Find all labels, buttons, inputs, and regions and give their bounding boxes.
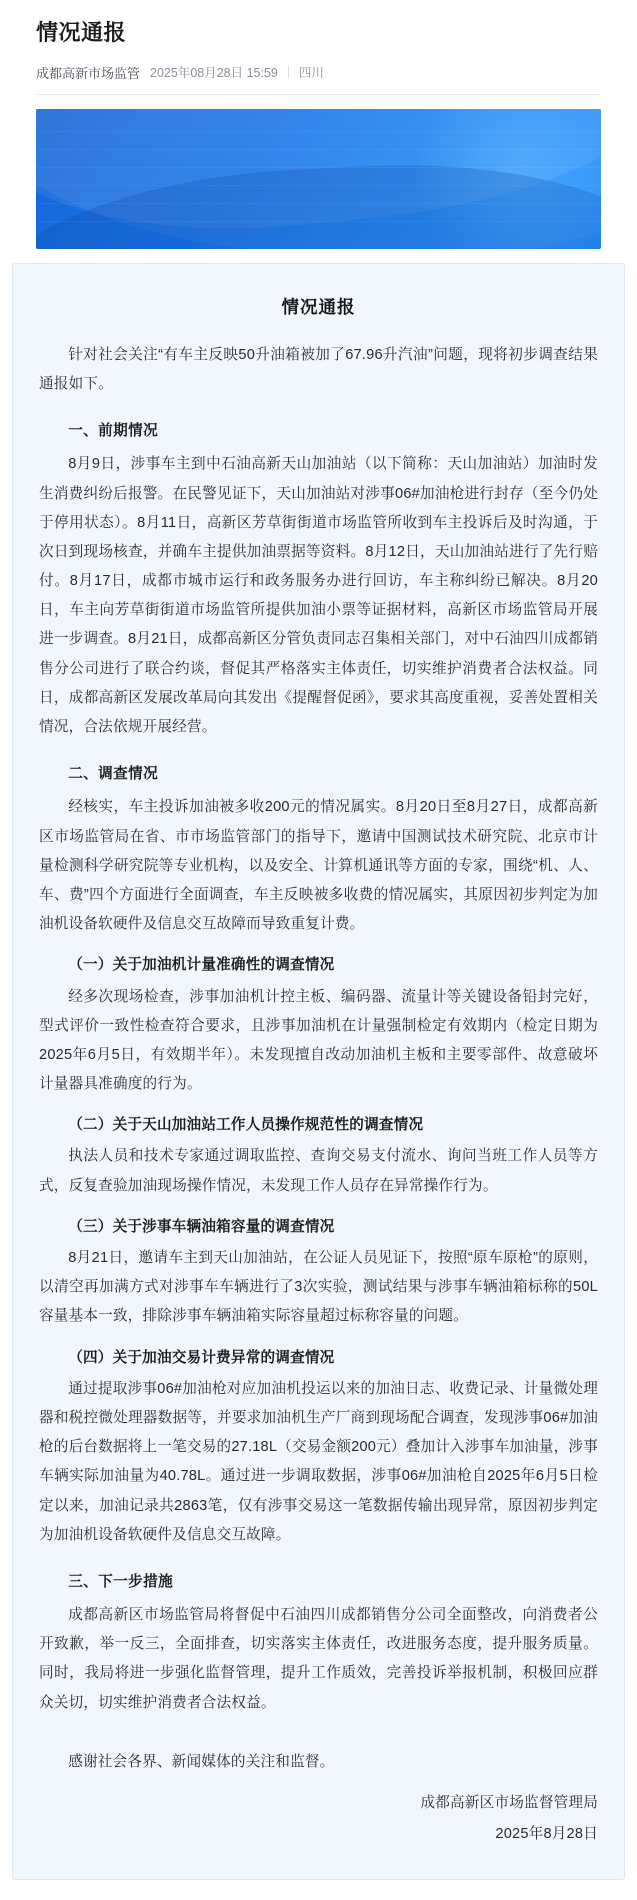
page-bottom-spacer [0, 1890, 637, 1900]
section-1-paragraph-1: 8月9日，涉事车主到中石油高新天山加油站（以下简称：天山加油站）加油时发生消费纠纷后报警。在民警见证下，天山加油站对涉事06#加油枪进行封存（至今仍处于停用状态）。8月11日，高新区芳草街街道市场监管所收到车主投诉后及时沟通，于次日到现场核查，并确车主提供加油票据等资料。8月12日，天山加油站进行了先行赔付。8月17日，成都市城市运行和政务服务办进行回访，车主称纠纷已解决。8月20日，车主向芳草街街道市场监管所提供加油小票等证据材料，高新区市场监管局开展进一步调查。8月21日，成都高新区分管负责同志召集相关部门，对中石油四川成都销售分公司进行了联合约谈，督促其严格落实主体责任，切实维护消费者合法权益。同日，成都高新区发展改革局向其发出《提醒督促函》，要求其高度重视，妥善处置相关情况，合法依规开展经营。 [39, 456, 598, 736]
thanks-paragraph: 感谢社会各界、新闻媒体的关注和监督。 [68, 1753, 335, 1770]
banner-lines [36, 109, 601, 249]
subsection-2-1-paragraph-1: 经多次现场检查，涉事加油机计控主板、编码器、流量计等关键设备铅封完好，型式评价一致性检查符合要求，且涉事加油机在计量强制检定有效期内（检定日期为2025年6月5日，有效期半年）。未发现擅自改动加油机主板和主要零部件、故意破坏计量器具准确度的行为。 [39, 988, 598, 1093]
subsection-2-4-paragraph-1: 通过提取涉事06#加油枪对应加油机投运以来的加油日志、收费记录、计量微处理器和税控微处理器数据等，并要求加油机生产厂商到现场配合调查，发现涉事06#加油枪的后台数据将上一笔交易的27.18L（交易金额200元）叠加计入涉事车加油量，涉事车辆实际加油量为40.78L。通过进一步调取数据，涉事06#加油枪自2025年6月5日检定以来，加油记录共2863笔，仅有涉事交易这一笔数据传输出现异常，原因初步判定为加油机设备软硬件及信息交互故障。 [39, 1380, 598, 1543]
section-heading-3: 三、下一步措施 [68, 1573, 174, 1590]
page-title: 情况通报 [36, 20, 127, 45]
article-meta [36, 63, 601, 94]
meta-location: 四川 [298, 66, 324, 81]
meta-divider [288, 66, 289, 78]
meta-timestamp: 2025年08月28日 15:59 [150, 66, 278, 81]
section-2-paragraph-1: 经核实，车主投诉加油被多收200元的情况属实。8月20日至8月27日，成都高新区市场监管局在省、市市场监管部门的指导下，邀请中国测试技术研究院、北京市计量检测科学研究院等专业机构，以及安全、计算机通讯等方面的专家，围绕“机、人、车、费”四个方面进行全面调查，车主反映被多收费的情况属实，其原因初步判定为加油机设备软硬件及信息交互故障而导致重复计费。 [39, 799, 598, 933]
subsection-heading-2-2: （二）关于天山加油站工作人员操作规范性的调查情况 [68, 1117, 424, 1134]
document-card [12, 263, 625, 1881]
subsection-heading-2-4: （四）关于加油交易计费异常的调查情况 [68, 1349, 335, 1366]
subsection-heading-2-3: （三）关于涉事车辆油箱容量的调查情况 [68, 1218, 335, 1235]
article-header [0, 0, 637, 94]
section-heading-2: 二、调查情况 [68, 766, 159, 783]
subsection-heading-2-1: （一）关于加油机计量准确性的调查情况 [68, 957, 335, 974]
banner-wrapper [0, 95, 637, 249]
document-intro: 针对社会关注“有车主反映50升油箱被加了67.96升汽油”问题，现将初步调查结果通报如下。 [39, 346, 598, 392]
section-3-paragraph-1: 成都高新区市场监管局将督促中石油四川成都销售分公司全面整改，向消费者公开致歉，举一反三，全面排查，切实落实主体责任，改进服务态度，提升服务质量。同时，我局将进一步强化监督管理，提升工作质效，完善投诉举报机制，积极回应群众关切，切实维护消费者合法权益。 [39, 1607, 598, 1711]
signature-date: 2025年8月28日 [495, 1826, 598, 1843]
subsection-2-3-paragraph-1: 8月21日，邀请车主到天山加油站，在公证人员见证下，按照“原车原枪”的原则，以清空再加满方式对涉事车车辆进行了3次实验，测试结果与涉事车辆油箱标称的50L容量基本一致，排除涉事车辆油箱实际容量超过标称容量的问题。 [39, 1250, 598, 1325]
meta-source[interactable]: 成都高新市场监管 [36, 65, 141, 81]
document-title: 情况通报 [281, 296, 356, 317]
signature-org: 成都高新区市场监督管理局 [420, 1795, 598, 1812]
subsection-2-2-paragraph-1: 执法人员和技术专家通过调取监控、查询交易支付流水、询问当班工作人员等方式，反复查验加油现场操作情况，未发现工作人员存在异常操作行为。 [39, 1148, 598, 1194]
section-heading-1: 一、前期情况 [68, 423, 159, 440]
banner-image [36, 109, 601, 249]
document-closing [39, 1748, 598, 1850]
document-card-wrapper [0, 249, 637, 1891]
